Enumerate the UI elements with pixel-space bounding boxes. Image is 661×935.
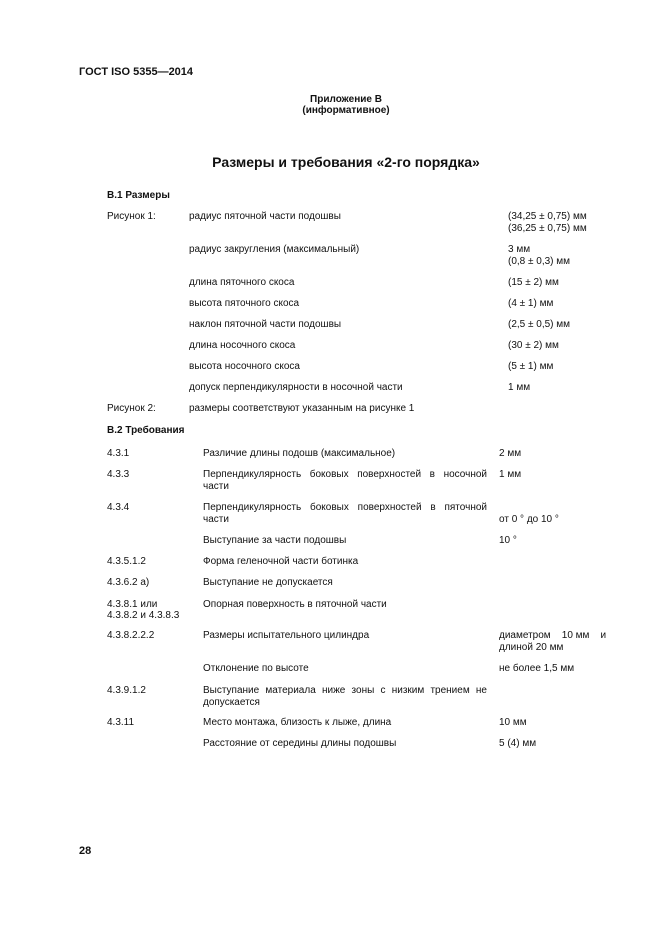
req-clause-9: 4.3.9.1.2 [107,685,146,696]
fig1-value-5: (30 ± 2) мм [508,340,559,351]
req-clause-10: 4.3.11 [107,717,135,728]
req-desc-11: Расстояние от середины длины подошвы [203,738,397,749]
req-desc-7: Размеры испытательного цилиндра [203,630,370,641]
req-desc-0: Различие длины подошв (максимальное) [203,448,396,459]
appendix-title: Приложение В [310,94,382,105]
fig2-desc: размеры соответствуют указанным на рисунке 1 [189,403,415,414]
fig1-desc-5: длина носочного скоса [189,340,296,351]
req-clause-7: 4.3.8.2.2.2 [107,630,155,641]
req-desc-10: Место монтажа, близость к лыже, длина [203,717,392,728]
fig1-value-4: (2,5 ± 0,5) мм [508,319,571,330]
standard-header: ГОСТ ISO 5355—2014 [79,66,194,78]
figure2-label: Рисунок 2: [107,403,156,414]
req-clause-6b: 4.3.8.2 и 4.3.8.3 [107,610,180,621]
req-desc-5: Выступание не допускается [203,577,333,588]
req-value-7b: длиной 20 мм [499,642,564,653]
req-desc-9: Выступание материала ниже зоны с низким трением не допускается [203,685,487,708]
fig1-desc-7: допуск перпендикулярности в носочной части [189,382,403,393]
req-desc-8: Отклонение по высоте [203,663,309,674]
appendix-subtitle: (информативное) [302,105,390,116]
fig1-desc-3: высота пяточного скоса [189,298,300,309]
req-desc-4: Форма геленочной части ботинка [203,556,359,567]
req-clause-1: 4.3.3 [107,469,130,480]
req-value-7: диаметром 10 мм и [499,630,607,641]
req-desc-2: Перпендикулярность боковых поверхностей в пяточной части [203,502,487,525]
req-desc-3: Выступание за части подошвы [203,535,347,546]
fig1-desc-4: наклон пяточной части подошвы [189,319,342,330]
fig1-value-2: (15 ± 2) мм [508,277,559,288]
fig1-value-0b: (36,25 ± 0,75) мм [508,223,587,234]
req-clause-4: 4.3.5.1.2 [107,556,146,567]
section-heading-b2: В.2 Требования [107,425,185,436]
fig1-desc-6: высота носочного скоса [189,361,300,372]
req-clause-6: 4.3.8.1 или [107,599,158,610]
fig1-desc-0: радиус пяточной части подошвы [189,211,341,222]
fig1-value-3: (4 ± 1) мм [508,298,554,309]
fig1-value-7: 1 мм [508,382,531,393]
req-value-0: 2 мм [499,448,522,459]
req-value-11: 5 (4) мм [499,738,537,749]
fig1-value-1b: (0,8 ± 0,3) мм [508,256,571,267]
req-desc-6: Опорная поверхность в пяточной части [203,599,387,610]
req-clause-0: 4.3.1 [107,448,130,459]
req-value-8: не более 1,5 мм [499,663,575,674]
req-value-10: 10 мм [499,717,527,728]
req-clause-5: 4.3.6.2 а) [107,577,150,588]
req-value-2: от 0 ° до 10 ° [499,514,559,525]
fig1-value-0: (34,25 ± 0,75) мм [508,211,587,222]
section-heading-b1: В.1 Размеры [107,190,170,201]
fig1-desc-1: радиус закругления (максимальный) [189,244,360,255]
fig1-value-6: (5 ± 1) мм [508,361,554,372]
req-desc-1: Перпендикулярность боковых поверхностей в носочной части [203,469,487,492]
req-value-1: 1 мм [499,469,522,480]
req-clause-2: 4.3.4 [107,502,130,513]
fig1-value-1: 3 мм [508,244,531,255]
figure1-label: Рисунок 1: [107,211,156,222]
page-number: 28 [79,845,92,857]
fig1-desc-2: длина пяточного скоса [189,277,295,288]
document-title: Размеры и требования «2-го порядка» [212,154,480,170]
req-value-3: 10 ° [499,535,517,546]
